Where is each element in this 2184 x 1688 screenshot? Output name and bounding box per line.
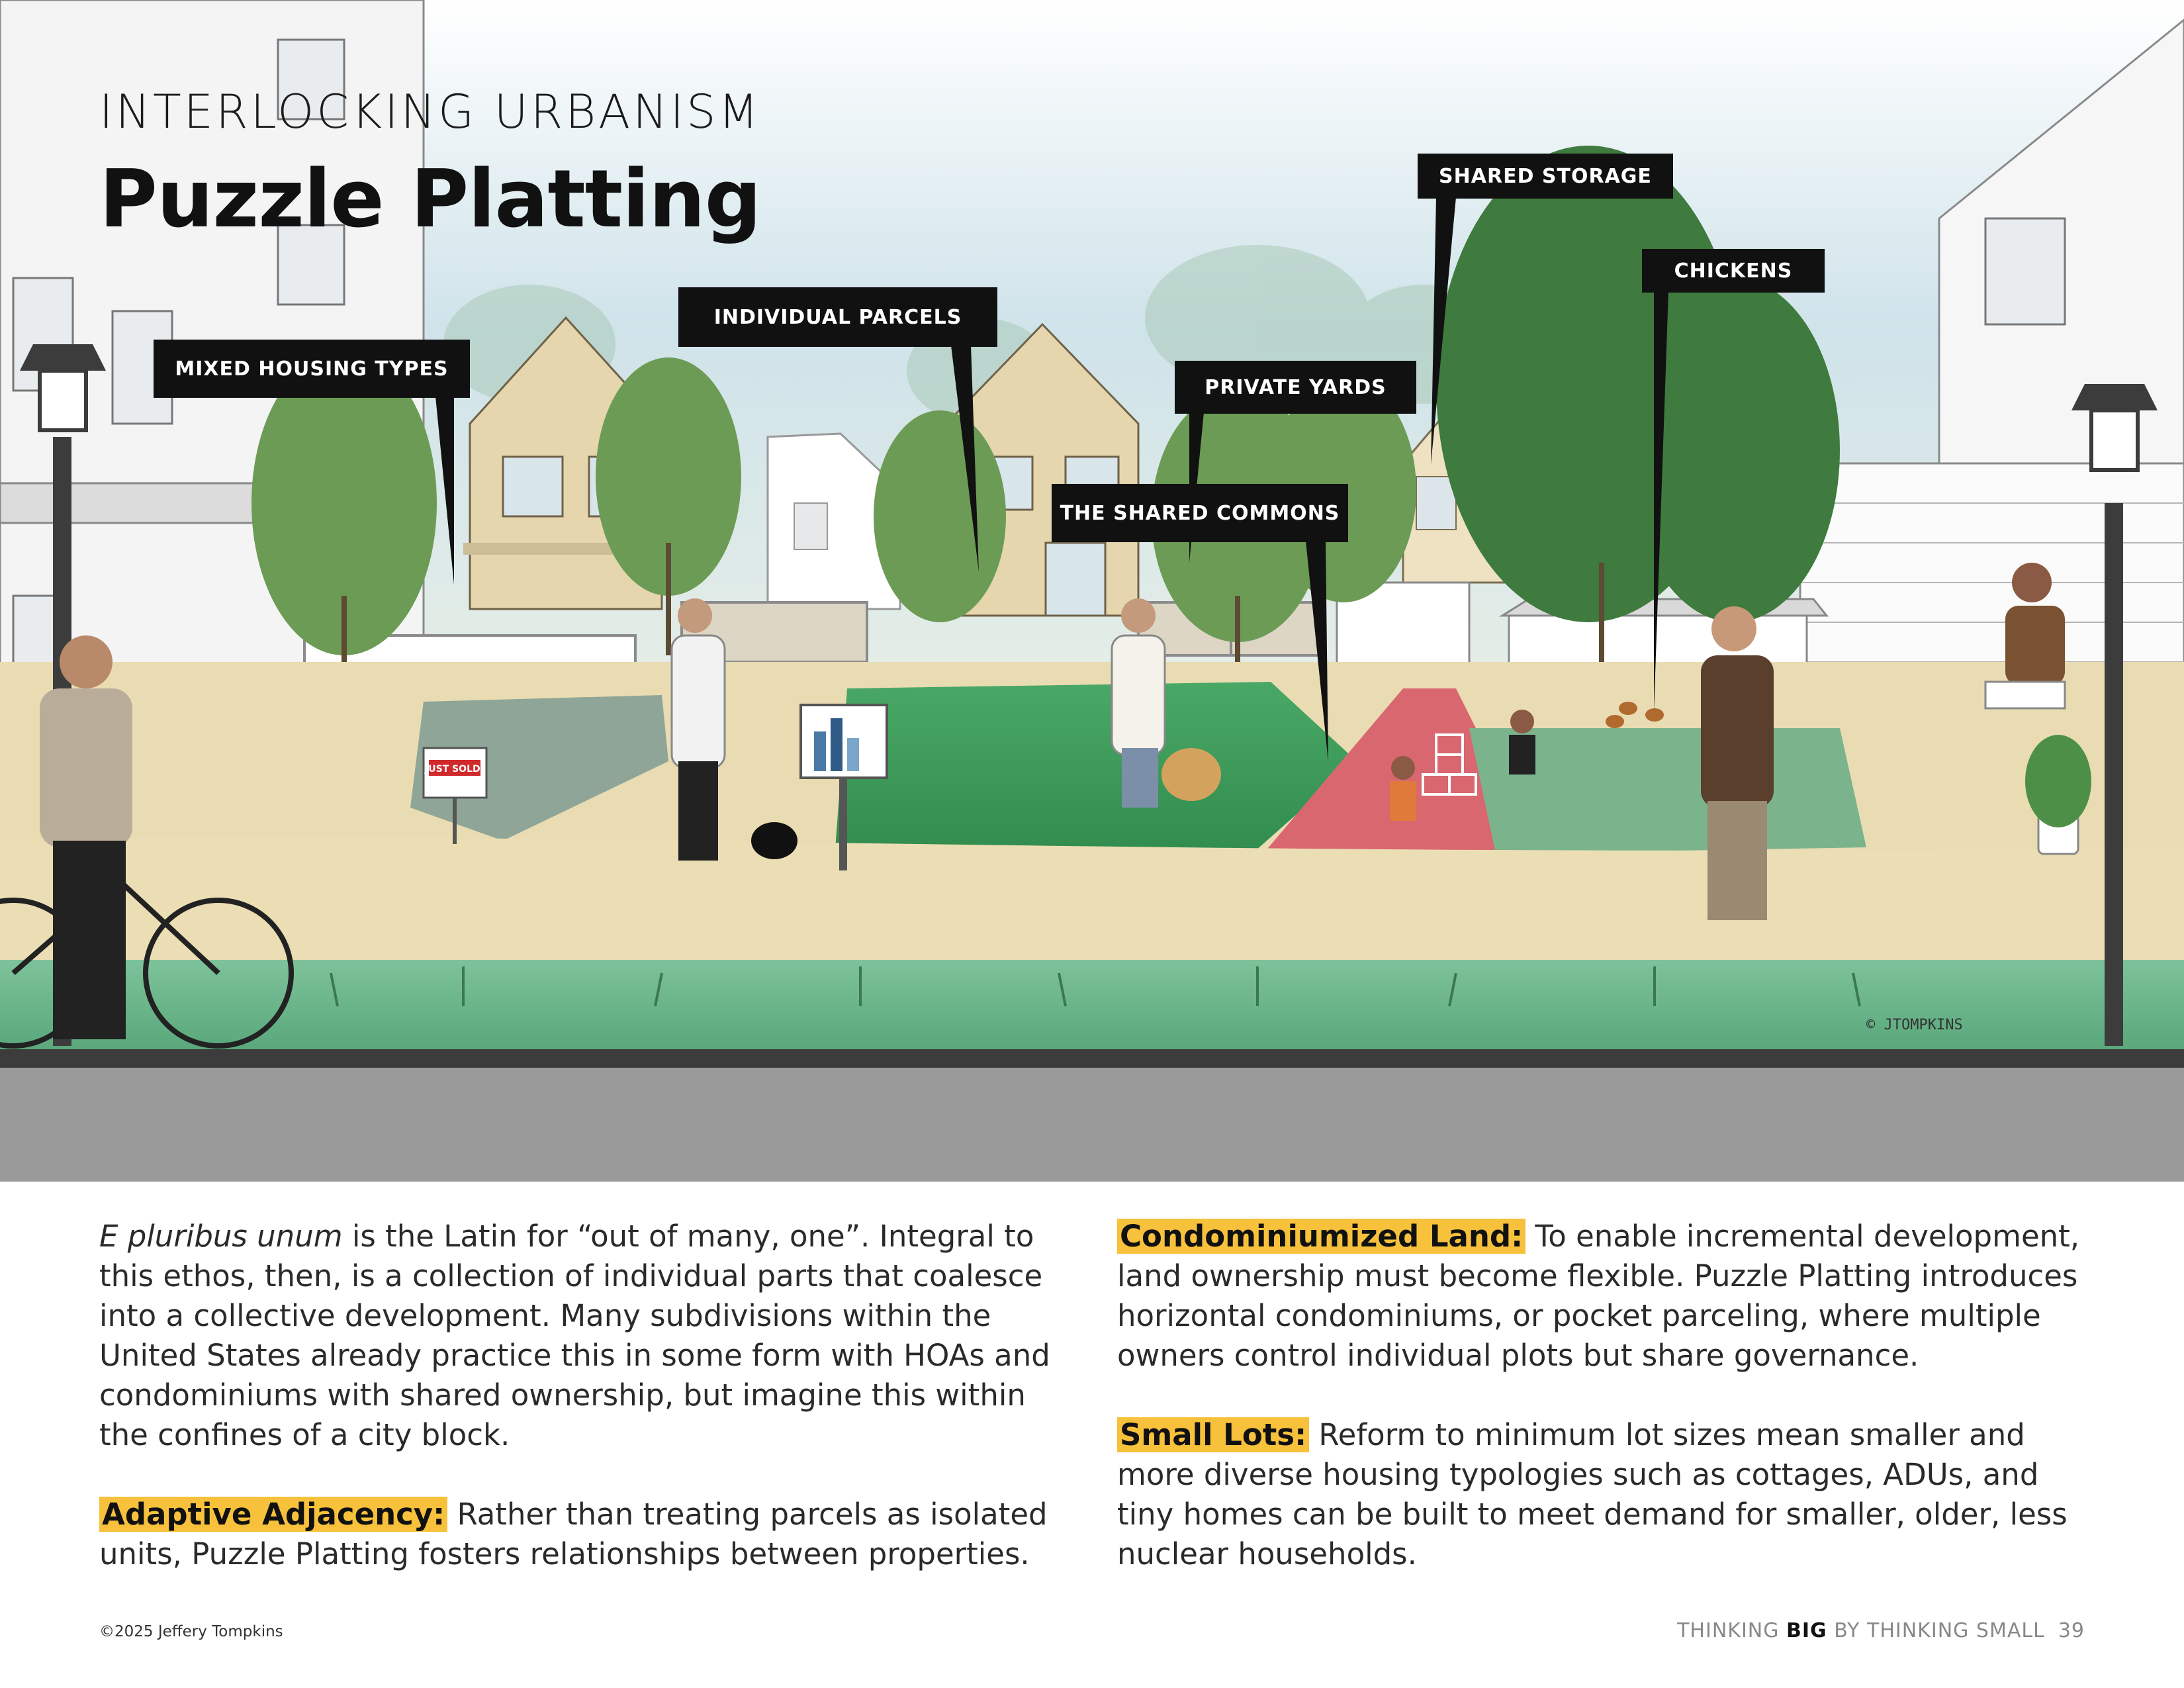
series-title-big: BIG [1786,1619,1827,1642]
intro-text: is the Latin for “out of many, one”. Integral to this ethos, then, is a collection of individual parts that coalesce into a collective development. Many subdivisions within the United States already practice this in some form with HOAs and condominiums with shared ownership, but imagine this within the confines of a city block. [99,1219,1050,1452]
series-title-pre: THINKING [1677,1619,1787,1642]
small-lots-label: Small Lots: [1117,1417,1309,1452]
condo-text: To enable incremental development, land ownership must become flexible. Puzzle Platting introduces horizontal condominiums, or pocket parceling, where multiple owners control individual plots but share governance. [1117,1219,2080,1373]
callout-label: CHICKENS [1642,249,1825,293]
running-footer [1677,1619,2085,1642]
section-eyebrow: INTERLOCKING URBANISM [99,85,761,139]
adaptive-text: Rather than treating parcels as isolated units, Puzzle Platting fosters relationships between properties. [99,1497,1048,1571]
planting-strip [0,960,2184,1049]
road [0,1068,2184,1182]
latin-phrase: E pluribus unum [99,1219,343,1254]
curb [0,1049,2184,1068]
series-title-post: BY THINKING SMALL [1827,1619,2045,1642]
callout-pointer [678,287,985,579]
condo-label: Condominiumized Land: [1117,1219,1525,1254]
callout-label: INDIVIDUAL PARCELS [678,287,997,347]
condo-paragraph [1117,1217,2103,1376]
callout-label: SHARED STORAGE [1418,154,1673,199]
adaptive-paragraph [99,1495,1072,1574]
callout-pointer [154,340,461,591]
intro-paragraph [99,1217,1072,1455]
page-number: 39 [2058,1619,2085,1642]
artist-signature: © JTOMPKINS [1866,1017,1963,1033]
callout-pointer [1642,249,1675,719]
sign-label: JUST SOLD! [425,764,484,774]
callout-pointer [1418,154,1463,471]
adaptive-label: Adaptive Adjacency: [99,1497,447,1532]
callout-label: MIXED HOUSING TYPES [154,340,470,398]
body-column-left [99,1217,1072,1614]
copyright-notice: ©2025 Jeffery Tompkins [99,1623,283,1640]
small-lots-text: Reform to minimum lot sizes mean smaller and more diverse housing typologies such as cottages, ADUs, and tiny homes can be built to meet demand for smaller, older, less nuclear households. [1117,1417,2068,1571]
callout-label: PRIVATE YARDS [1175,361,1416,414]
body-column-right [1117,1217,2103,1614]
callout-label: THE SHARED COMMONS [1052,484,1348,542]
callout-pointer [1052,484,1335,769]
small-lots-paragraph [1117,1415,2103,1574]
page-title: Puzzle Platting [99,154,761,246]
